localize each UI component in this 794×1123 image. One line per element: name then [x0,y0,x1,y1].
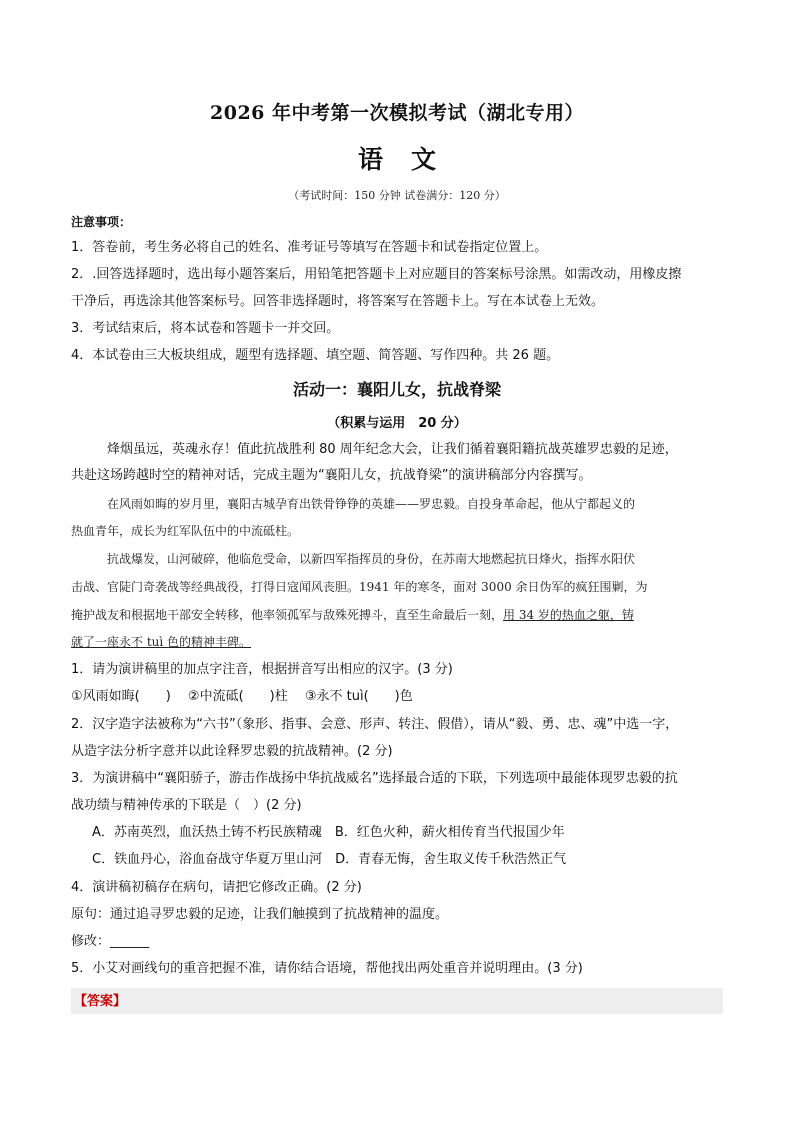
exam-title: 2026 年中考第一次模拟考试（湖北专用） [210,102,584,124]
notice-item-2: 2．.回答选择题时，选出每小题答案后，用铅笔把答题卡上对应题目的答案标号涂黑。如需改动，用橡皮擦 [71,267,682,282]
question-3-options-ab: A．苏南英烈，血沃热土铸不朽民族精魂 B．红色火种，薪火相传育当代报国少年 [92,825,565,840]
notice-item-3: 3．考试结束后，将本试卷和答题卡一并交回。 [71,321,340,336]
question-4-original: 原句：通过追寻罗忠毅的足迹，让我们触摸到了抗战精神的温度。 [71,907,449,922]
answer-label: 【答案】 [74,994,127,1009]
underlined-sentence-part-2: 就了一座永不 tuì 色的精神丰碑。 [71,635,252,649]
notice-item-2-cont: 干净后，再选涂其他答案标号。回答非选择题时，将答案写在答题卡上。写在本试卷上无效。 [71,294,605,309]
speech-line-3: 抗战爆发，山河破碎，他临危受命，以新四军指挥员的身份，在苏南大地燃起抗日烽火，指挥水阳伏 [107,552,636,566]
question-5: 5．小艾对画线句的重音把握不准，请你结合语境，帮他找出两处重音并说明理由。(3 分) [71,961,583,976]
intro-line-1: 烽烟虽远，英魂永存！值此抗战胜利 80 周年纪念大会，让我们循着襄阳籍抗战英雄罗忠毅的足迹， [107,442,678,457]
question-4: 4．演讲稿初稿存在病句，请把它修改正确。(2 分) [71,880,362,895]
notice-item-1: 1．答卷前，考生务必将自己的姓名、准考证号等填写在答题卡和试卷指定位置上。 [71,240,548,255]
question-3-options-cd: C．铁血丹心，浴血奋战守华夏万里山河 D．青春无悔，舍生取义传千秋浩然正气 [92,852,567,867]
question-3-line-2: 战功绩与精神传承的下联是（ ）(2 分) [71,798,302,813]
speech-line-1: 在风雨如晦的岁月里，襄阳古城孕育出铁骨铮铮的英雄——罗忠毅。自投身革命起，他从宁都起义的 [107,497,636,511]
question-1: 1．请为演讲稿里的加点字注音，根据拼音写出相应的汉字。(3 分) [71,662,453,677]
question-3-line-1: 3．为演讲稿中“襄阳骄子，游击作战扬中华抗战威名”选择最合适的下联，下列选项中最能体现罗忠毅的抗 [71,771,678,786]
subject-char-1: 语 [357,145,383,174]
exam-info: （考试时间：150 分钟 试卷满分：120 分） [288,189,506,202]
activity-subtitle: （积累与运用 20 分） [327,416,467,431]
speech-line-5 [71,606,723,624]
activity-title: 活动一：襄阳儿女，抗战脊梁 [292,380,501,399]
subject-char-2: 文 [411,145,437,174]
intro-line-2: 共赴这场跨越时空的精神对话，完成主题为“襄阳儿女，抗战脊梁”的演讲稿部分内容撰写。 [71,468,592,483]
underlined-sentence-part-1: 用 34 岁的热血之躯，铸 [503,608,634,622]
subject-title [0,140,794,176]
question-1-items: ①风雨如晦( ) ②中流砥( )柱 ③永不 tuì( )色 [71,689,413,704]
answer-bar [71,988,723,1014]
speech-line-2: 热血青年，成长为红军队伍中的中流砥柱。 [71,524,300,538]
speech-line-5-text: 掩护战友和根据地干部安全转移，他率领孤军与敌殊死搏斗，直至生命最后一刻， [71,608,504,622]
question-4-fix: 修改：______ [71,934,150,949]
question-2-line-2: 从造字法分析字意并以此诠释罗忠毅的抗战精神。(2 分) [71,744,393,759]
notice-item-4: 4．本试卷由三大板块组成，题型有选择题、填空题、简答题、写作四种。共 26 题。 [71,348,560,363]
speech-line-4: 击战、官陡门奇袭战等经典战役，打得日寇闻风丧胆。1941 年的寒冬，面对 3000 余日伪军的疯狂围剿，为 [71,580,648,594]
notice-heading: 注意事项： [71,215,132,229]
question-2-line-1: 2．汉字造字法被称为“六书”（象形、指事、会意、形声、转注、假借），请从“毅、勇、忠、魂”中选一字， [71,717,679,732]
